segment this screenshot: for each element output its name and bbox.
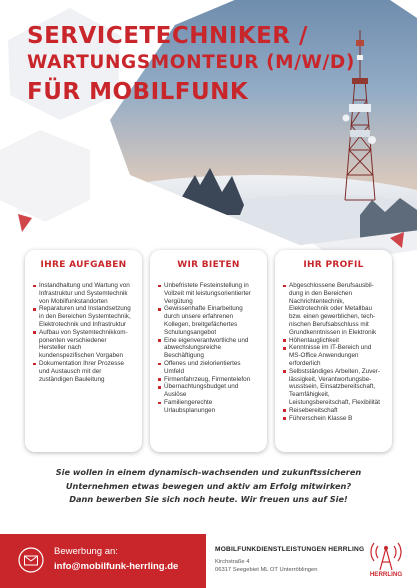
card-list	[158, 282, 259, 415]
list-item: Dokumentation Ihrer Prozesse und Austausch mit der zuständigen Bauleitung	[33, 360, 134, 383]
card-title: WIR BIETEN	[177, 260, 240, 270]
list-item: Eine eigenverantwortliche und abwechslungsreiche Beschäftigung	[158, 337, 259, 360]
list-item: Instandhaltung und Wartung von Infrastruktur und Systemtechnik von Mobilfunkstandorten	[33, 282, 134, 305]
address-city: 06317 Seegebiet ML OT Unterröblingen	[215, 567, 318, 573]
card-title: IHRE AUFGABEN	[40, 260, 127, 270]
mail-icon	[18, 547, 44, 573]
list-item: Aufbau von Systemtechnikkom-ponenten verschiedener Hersteller nach kundenspezifischen Vorgaben	[33, 329, 134, 360]
list-item: Selbstständiges Arbeiten, Zuver-lässigkeit, Verantwortungsbe-wusstsein, Einsatzbereitschaft, Teamfähigkeit, Leistungsbereitschaft, Flexibilität	[283, 368, 384, 407]
job-title	[27, 25, 355, 104]
list-item: Reparaturen und Instandsetzung in den Bereichen Systemtechnik, Elektrotechnik und Infrastruktur	[33, 305, 134, 328]
card-ihr-profil	[275, 250, 392, 452]
list-item: Höhentauglichkeit	[283, 337, 384, 345]
list-item: Führerschein Klasse B	[283, 415, 384, 423]
list-item: Kenntnisse im IT-Bereich und MS-Office Anwendungen erforderlich	[283, 344, 384, 367]
logo-wordmark: HERRLING	[369, 571, 403, 578]
apply-email-link[interactable]: info@mobilfunk-herrling.de	[54, 561, 179, 572]
title-line-2: WARTUNGSMONTEUR (M/W/D)	[27, 52, 355, 73]
card-wir-bieten	[150, 250, 267, 452]
list-item: Familiengerechte Urlaubsplanungen	[158, 399, 259, 415]
cta-line-2: Unternehmen etwas bewegen und aktiv am Erfolg mitwirken?	[65, 480, 352, 491]
info-cards	[25, 250, 392, 452]
company-name: MOBILFUNKDIENSTLEISTUNGEN HERRLING	[215, 546, 365, 553]
card-title: IHR PROFIL	[303, 260, 364, 270]
application-panel	[0, 534, 206, 588]
list-item: Gewissenhafte Einarbeitung durch unsere erfahrenen Kollegen, breitgefächertes Schulungsangebot	[158, 305, 259, 336]
list-item: Unbefristete Festeinstellung in Vollzeit mit leistungsorientierter Vergütung	[158, 282, 259, 305]
list-item: Offenes und zielorientiertes Umfeld	[158, 360, 259, 376]
list-item: Reisebereitschaft	[283, 407, 384, 415]
card-ihre-aufgaben	[25, 250, 142, 452]
title-line-3: FÜR MOBILFUNK	[27, 78, 249, 105]
call-to-action	[30, 466, 387, 507]
card-list	[283, 282, 384, 422]
footer	[0, 534, 417, 588]
apply-label: Bewerbung an:	[54, 546, 118, 557]
title-line-1: SERVICETECHNIKER /	[27, 23, 308, 49]
card-list	[33, 282, 134, 383]
cta-line-3: Dann bewerben Sie sich noch heute. Wir freuen uns auf Sie!	[69, 494, 348, 504]
list-item: Übernachtungsbudget und Auslöse	[158, 383, 259, 399]
list-item: Abgeschlossene Berufsausbil-dung in den Bereichen Nachrichtentechnik, Elektrotechnik oder Metallbau bzw. einen gewerblichen, tech-nischen Berufsabschluss mit Grundkenntnissen in Elektronik	[283, 282, 384, 337]
hero-banner	[0, 0, 417, 262]
cta-line-1: Sie wollen in einem dynamisch-wachsenden und zukunftssicheren	[55, 467, 362, 477]
list-item: Firmenfahrzeug, Firmentelefon	[158, 376, 259, 384]
address-street: Kirchstraße 4	[215, 559, 250, 565]
